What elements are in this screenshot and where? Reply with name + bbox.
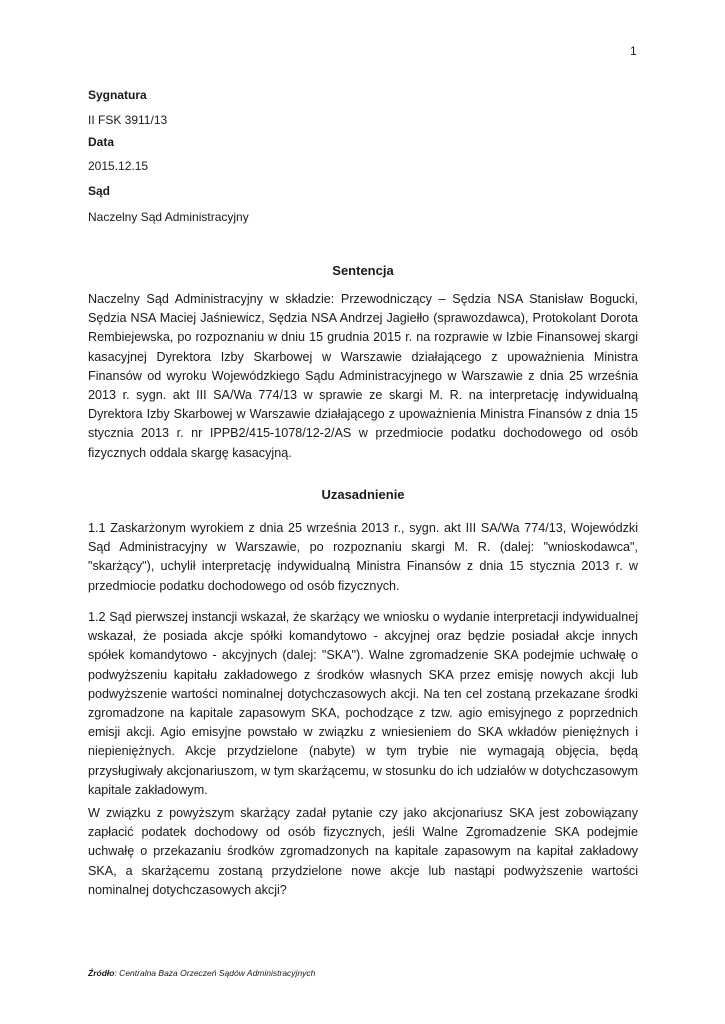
page-number: 1 [630,44,637,58]
date-value: 2015.12.15 [88,159,149,173]
paragraph-1-2: 1.2 Sąd pierwszej instancji wskazał, że skarżący we wniosku o wydanie interpretacji indywidualnej wskazał, że posiada akcje spółki komandytowo - akcyjnej oraz będzie posiadał akcje innych spółek komandytowo - akcyjnych (dalej: "SKA"). Walne zgromadzenie SKA podejmie uchwałę o podwyższeniu kapitału zakładowego z środków własnych SKA przez emisję nowych akcji lub podwyższenie wartości nominalnej dotychczasowych akcji. Na ten cel zostaną przekazane środki zgromadzone na kapitale zapasowym SKA, pochodzące z tzw. agio emisyjnego z poprzednich emisji akcji. Agio emisyjne powstało w związku z wniesieniem do SKA wkładów pieniężnych i niepieniężnych. Akcje przydzielone (nabyte) w tym trybie nie wymagają objęcia, będą przysługiwały akcjonariuszom, w tym skarżącemu, w stosunku do ich udziałów w dotychczasowym kapitale zakładowym. [88,610,638,797]
footer-source [88,968,315,978]
date-label: Data [88,135,115,149]
sentencja-heading: Sentencja [332,263,394,278]
court-value: Naczelny Sąd Administracyjny [88,210,249,224]
footer-source-label: Źródło [88,968,115,978]
court-label: Sąd [88,184,111,198]
paragraph-question: W związku z powyższym skarżący zadał pytanie czy jako akcjonariusz SKA jest zobowiązany zapłacić podatek dochodowy od osób fizycznych, jeśli Walne Zgromadzenie SKA podejmie uchwałę o przekazaniu środków zgromadzonych na kapitale zapasowym na kapitał zakładowy SKA, a skarżącemu zostaną przydzielone nowe akcje lub nastąpi podwyższenie wartości nominalnej dotychczasowych akcji? [88,806,638,897]
signature-value: II FSK 3911/13 [88,113,168,127]
footer-source-text: : Centralna Baza Orzeczeń Sądów Administracyjnych [114,968,316,978]
uzasadnienie-heading: Uzasadnienie [321,487,405,502]
signature-label: Sygnatura [88,88,147,102]
sentencja-text: Naczelny Sąd Administracyjny w składzie: Przewodniczący – Sędzia NSA Stanisław Bogucki, Sędzia NSA Maciej Jaśniewicz, Sędzia NSA Andrzej Jagiełło (sprawozdawca), Protokolant Dorota Rembiejewska, po rozpoznaniu w dniu 15 grudnia 2015 r. na rozprawie w Izbie Finansowej skargi kasacyjnej Dyrektora Izby Skarbowej w Warszawie działającego z upoważnienia Ministra Finansów od wyroku Wojewódzkiego Sądu Administracyjnego w Warszawie z dnia 25 września 2013 r. sygn. akt III SA/Wa 774/13 w sprawie ze skargi M. R. na interpretację indywidualną Dyrektora Izby Skarbowej w Warszawie działającego z upoważnienia Ministra Finansów z dnia 15 stycznia 2013 r. nr IPPB2/415-1078/12-2/AS w przedmiocie podatku dochodowego od osób fizycznych oddala skargę kasacyjną. [88,292,638,460]
paragraph-1-1: 1.1 Zaskarżonym wyrokiem z dnia 25 września 2013 r., sygn. akt III SA/Wa 774/13, Wojewódzki Sąd Administracyjny w Warszawie, po rozpoznaniu skargi M. R. (dalej: "wnioskodawca", "skarżący"), uchylił interpretację indywidualną Ministra Finansów z dnia 15 stycznia 2013 r. w przedmiocie podatku dochodowego od osób fizycznych. [88,521,638,593]
